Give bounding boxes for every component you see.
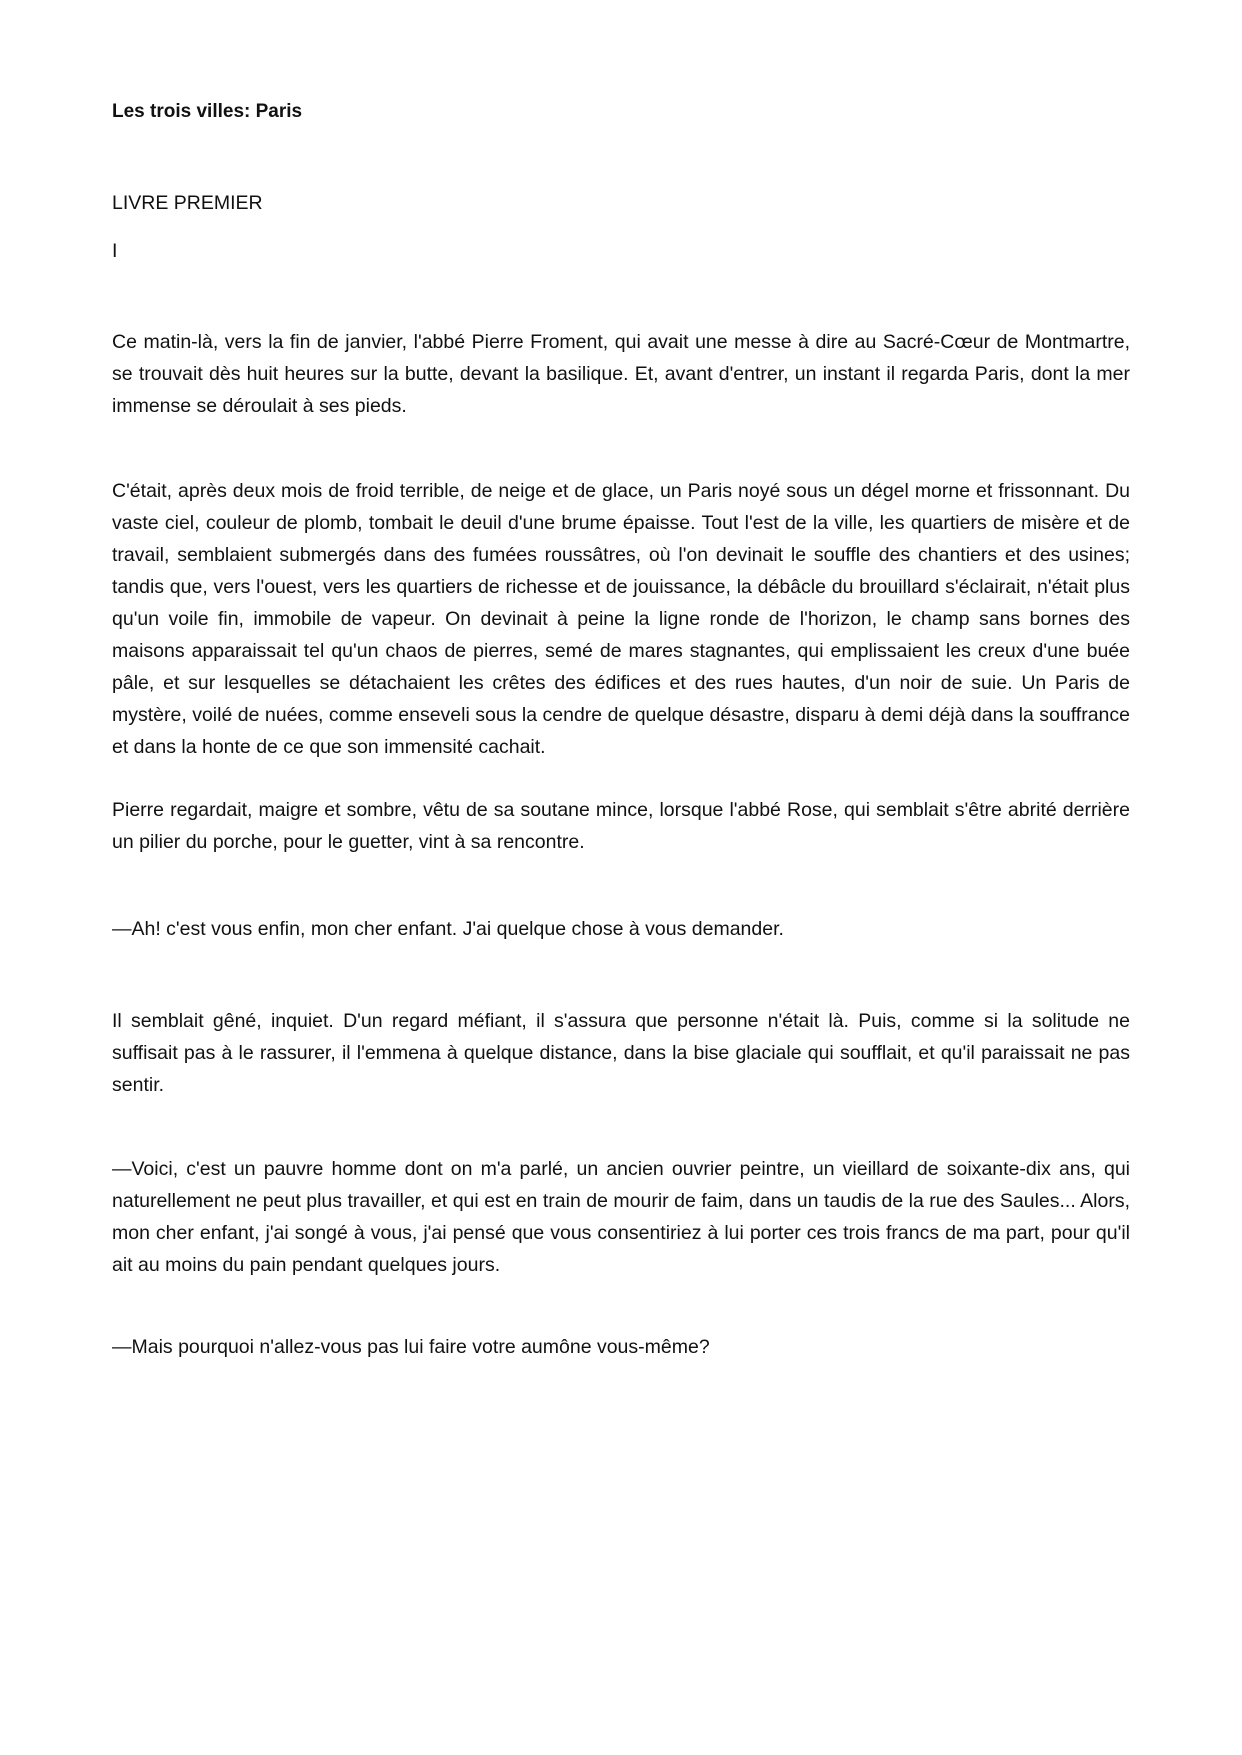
paragraph: Ce matin-là, vers la fin de janvier, l'abbé Pierre Froment, qui avait une messe à dire au Sacré-Cœur de Montmartre, se trouvait dès huit heures sur la butte, devant la basilique. Et, avant d'entrer, un instant il regarda Paris, dont la mer immense se déroulait à ses pieds. [112,331,1130,417]
paragraph: Il semblait gêné, inquiet. D'un regard méfiant, il s'assura que personne n'était là. Puis, comme si la solitude ne suffisait pas à le rassurer, il l'emmena à quelque distance, dans la bise glaciale qui soufflait, et qu'il paraissait ne pas sentir. [112,1010,1130,1096]
document-title: Les trois villes: Paris [112,101,303,122]
book-heading: LIVRE PREMIER [112,192,263,214]
chapter-number: I [112,240,118,262]
paragraph: C'était, après deux mois de froid terrible, de neige et de glace, un Paris noyé sous un dégel morne et frissonnant. Du vaste ciel, couleur de plomb, tombait le deuil d'une brume épaisse. Tout l'est de la ville, les quartiers de misère et de travail, semblaient submergés dans des fumées roussâtres, où l'on devinait le souffle des chantiers et des usines; tandis que, vers l'ouest, vers les quartiers de richesse et de jouissance, la débâcle du brouillard s'éclairait, n'était plus qu'un voile fin, immobile de vapeur. On devinait à peine la ligne ronde de l'horizon, le champ sans bornes des maisons apparaissait tel qu'un chaos de pierres, semé de mares stagnantes, qui emplissaient les creux d'une buée pâle, et sur lesquelles se détachaient les crêtes des édifices et des rues hautes, d'un noir de suie. Un Paris de mystère, voilé de nuées, comme enseveli sous la cendre de quelque désastre, disparu à demi déjà dans la souffrance et dans la honte de ce que son immensité cachait. [112,480,1130,758]
paragraph: —Ah! c'est vous enfin, mon cher enfant. J'ai quelque chose à vous demander. [112,918,784,940]
paragraph: —Voici, c'est un pauvre homme dont on m'a parlé, un ancien ouvrier peintre, un vieillard de soixante-dix ans, qui naturellement ne peut plus travailler, et qui est en train de mourir de faim, dans un taudis de la rue des Saules... Alors, mon cher enfant, j'ai songé à vous, j'ai pensé que vous consentiriez à lui porter ces trois francs de ma part, pour qu'il ait au moins du pain pendant quelques jours. [112,1158,1130,1276]
paragraph: Pierre regardait, maigre et sombre, vêtu de sa soutane mince, lorsque l'abbé Rose, qui semblait s'être abrité derrière un pilier du porche, pour le guetter, vint à sa rencontre. [112,799,1130,853]
paragraph: —Mais pourquoi n'allez-vous pas lui faire votre aumône vous-même? [112,1336,710,1358]
